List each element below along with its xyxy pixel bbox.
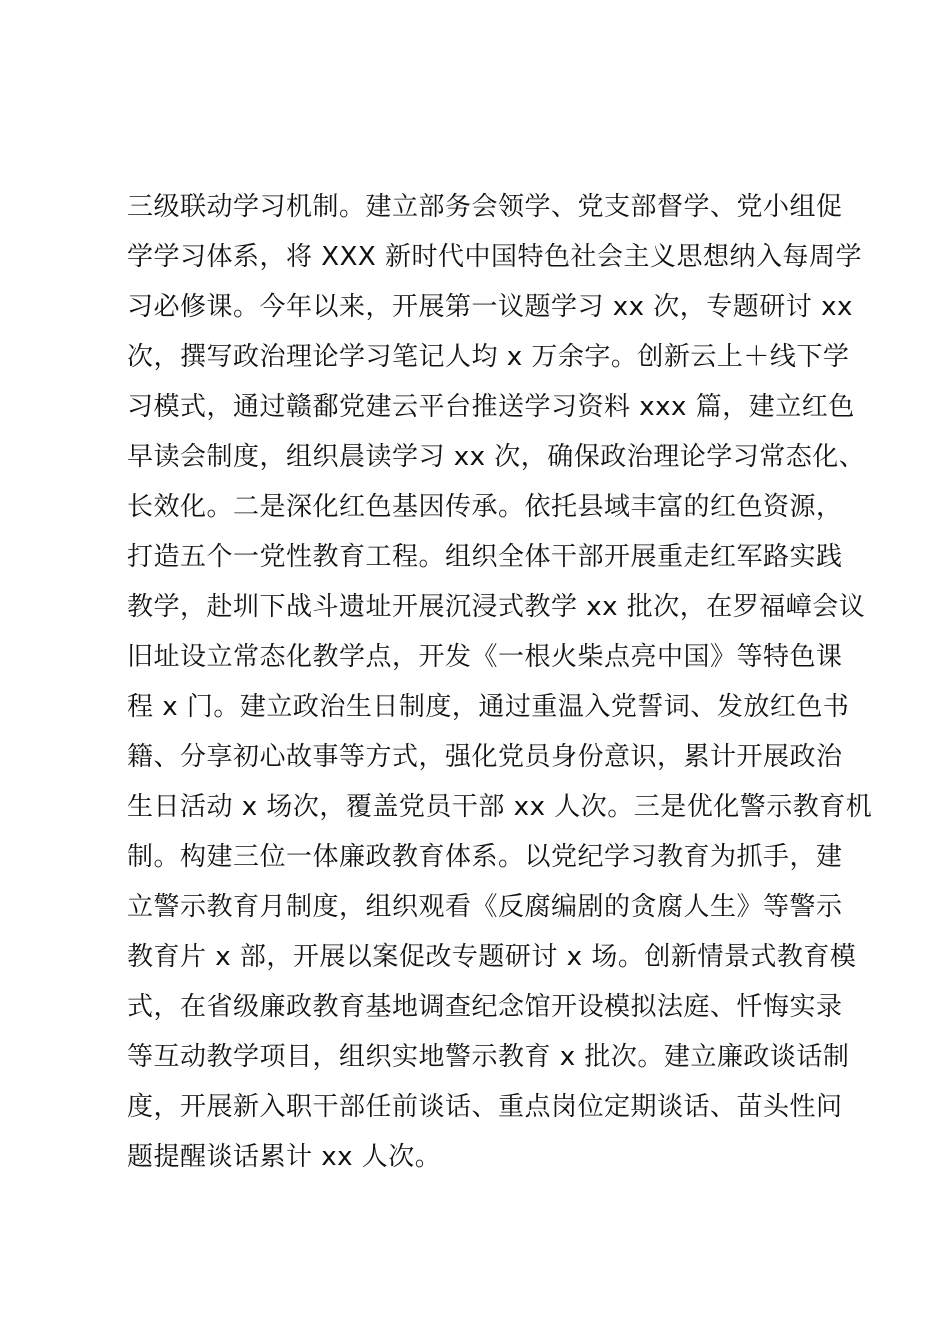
text-line: 生日活动 x 场次，覆盖党员干部 xx 人次。三是优化警示教育机	[127, 792, 873, 822]
text-line: 旧址设立常态化教学点，开发《一根火柴点亮中国》等特色课	[127, 642, 843, 672]
text-line: 等互动教学项目，组织实地警示教育 x 批次。建立廉政谈话制	[127, 1042, 850, 1072]
text-line: 习模式，通过赣鄱党建云平台推送学习资料 xxx 篇，建立红色	[127, 392, 855, 422]
text-line: 度，开展新入职干部任前谈话、重点岗位定期谈话、苗头性问	[127, 1092, 843, 1122]
text-line: 制。构建三位一体廉政教育体系。以党纪学习教育为抓手，建	[127, 842, 843, 872]
text-line: 立警示教育月制度，组织观看《反腐编剧的贪腐人生》等警示	[127, 892, 843, 922]
text-line: 次，撰写政治理论学习笔记人均 x 万余字。创新云上＋线下学	[127, 342, 850, 372]
text-line: 教育片 x 部，开展以案促改专题研讨 x 场。创新情景式教育模	[127, 942, 857, 972]
text-line: 三级联动学习机制。建立部务会领学、党支部督学、党小组促	[127, 192, 843, 222]
text-line: 早读会制度，组织晨读学习 xx 次，确保政治理论学习常态化、	[127, 442, 866, 472]
text-line: 教学，赴圳下战斗遗址开展沉浸式教学 xx 批次，在罗福嶂会议	[127, 592, 866, 622]
text-line: 题提醒谈话累计 xx 人次。	[127, 1142, 442, 1172]
body-paragraph	[127, 182, 873, 1182]
text-line: 打造五个一党性教育工程。组织全体干部开展重走红军路实践	[127, 542, 843, 572]
text-line: 长效化。二是深化红色基因传承。依托县域丰富的红色资源，	[127, 492, 843, 522]
text-line: 习必修课。今年以来，开展第一议题学习 xx 次，专题研讨 xx	[127, 292, 853, 322]
text-line: 式，在省级廉政教育基地调查纪念馆开设模拟法庭、忏悔实录	[127, 992, 843, 1022]
text-line: 学学习体系，将 XXX 新时代中国特色社会主义思想纳入每周学	[127, 242, 862, 272]
text-line: 程 x 门。建立政治生日制度，通过重温入党誓词、发放红色书	[127, 692, 850, 722]
text-line: 籍、分享初心故事等方式，强化党员身份意识，累计开展政治	[127, 742, 843, 772]
